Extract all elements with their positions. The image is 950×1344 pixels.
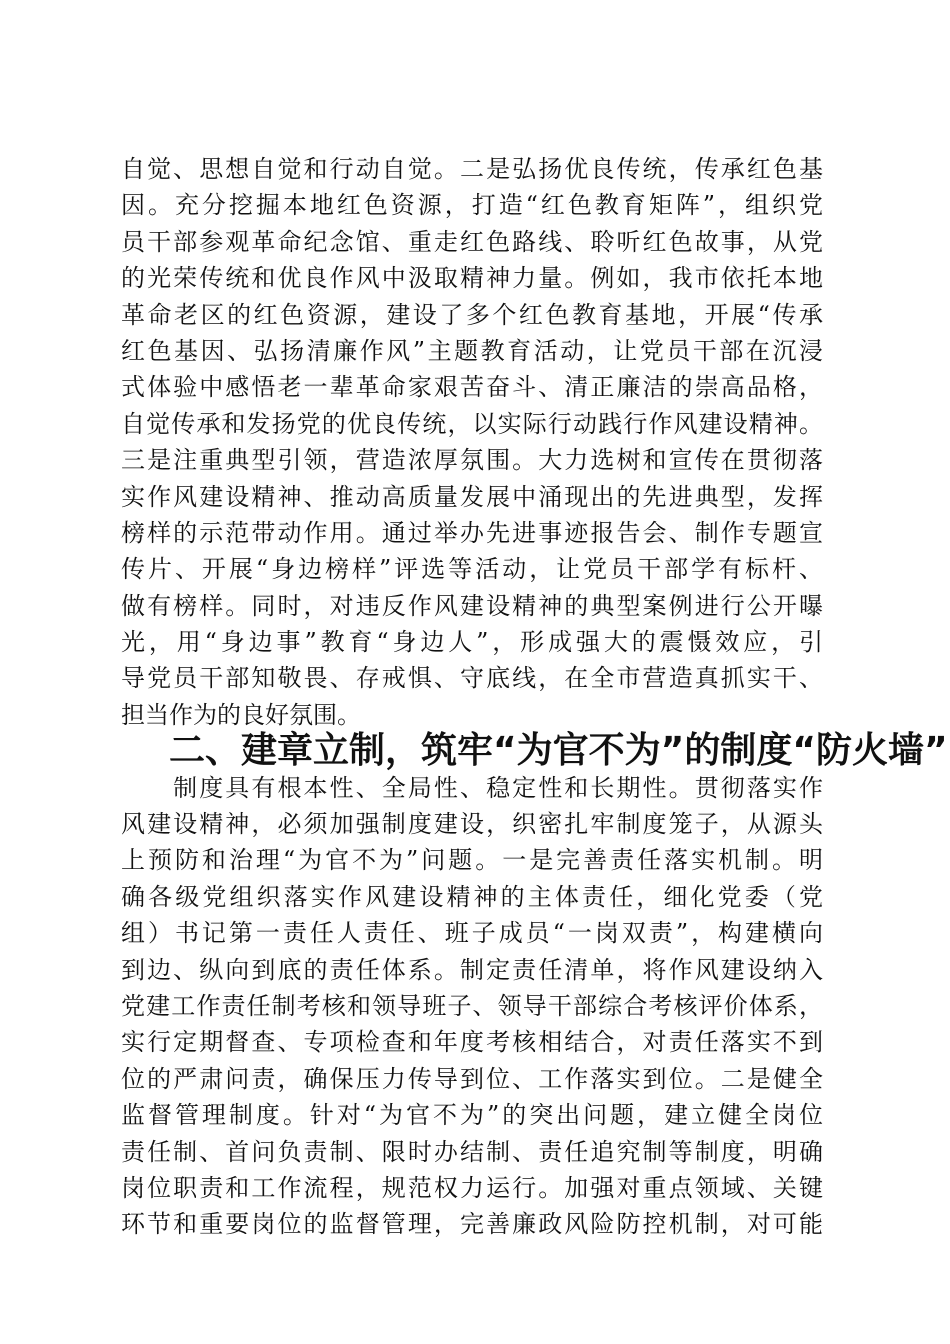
- text-line: 因。充分挖掘本地红色资源，打造“红色教育矩阵”，组织党: [121, 191, 823, 220]
- section-heading: 二、建章立制，筑牢“为官不为”的制度“防火墙”: [169, 730, 948, 772]
- text-line: 监督管理制度。针对“为官不为”的突出问题，建立健全岗位: [121, 1101, 823, 1130]
- text-line: 环节和重要岗位的监督管理，完善廉政风险防控机制，对可能: [121, 1210, 823, 1239]
- text-line: 实作风建设精神、推动高质量发展中涌现出的先进典型，发挥: [121, 482, 823, 511]
- text-line: 制度具有根本性、全局性、稳定性和长期性。贯彻落实作: [121, 773, 823, 802]
- text-line: 实行定期督查、专项检查和年度考核相结合，对责任落实不到: [121, 1028, 823, 1057]
- document-body: [121, 151, 948, 1243]
- text-line: 自觉、思想自觉和行动自觉。二是弘扬优良传统，传承红色基: [121, 155, 823, 183]
- text-line: 位的严肃问责，确保压力传导到位、工作落实到位。二是健全: [121, 1064, 823, 1093]
- text-line: 自觉传承和发扬党的优良传统，以实际行动践行作风建设精神。: [121, 409, 823, 438]
- text-line: 的光荣传统和优良作风中汲取精神力量。例如，我市依托本地: [121, 264, 823, 293]
- text-line: 革命老区的红色资源，建设了多个红色教育基地，开展“传承: [121, 300, 823, 329]
- text-line: 导党员干部知敬畏、存戒惧、守底线，在全市营造真抓实干、: [121, 664, 823, 693]
- text-line: 风建设精神，必须加强制度建设，织密扎牢制度笼子，从源头: [121, 810, 823, 839]
- text-line: 光，用“身边事”教育“身边人”，形成强大的震慑效应，引: [121, 628, 823, 657]
- text-line: 榜样的示范带动作用。通过举办先进事迹报告会、制作专题宣: [121, 518, 823, 547]
- text-line: 传片、开展“身边榜样”评选等活动，让党员干部学有标杆、: [121, 555, 823, 584]
- text-line: 红色基因、弘扬清廉作风”主题教育活动，让党员干部在沉浸: [121, 336, 823, 365]
- paragraph-1: [121, 151, 823, 733]
- text-line: 上预防和治理“为官不为”问题。一是完善责任落实机制。明: [121, 846, 823, 875]
- text-line: 确各级党组织落实作风建设精神的主体责任，细化党委（党: [121, 882, 823, 911]
- text-line: 员干部参观革命纪念馆、重走红色路线、聆听红色故事，从党: [121, 227, 823, 256]
- paragraph-2: [121, 770, 823, 1243]
- text-line: 到边、纵向到底的责任体系。制定责任清单，将作风建设纳入: [121, 955, 823, 984]
- text-line: 责任制、首问负责制、限时办结制、责任追究制等制度，明确: [121, 1137, 823, 1166]
- text-line: 担当作为的良好氛围。: [121, 700, 361, 729]
- text-line: 岗位职责和工作流程，规范权力运行。加强对重点领域、关键: [121, 1173, 823, 1202]
- text-line: 组）书记第一责任人责任、班子成员“一岗双责”，构建横向: [121, 919, 823, 948]
- text-line: 党建工作责任制考核和领导班子、领导干部综合考核评价体系，: [121, 991, 823, 1020]
- text-line: 式体验中感悟老一辈革命家艰苦奋斗、清正廉洁的崇高品格，: [121, 373, 823, 402]
- text-line: 做有榜样。同时，对违反作风建设精神的典型案例进行公开曝: [121, 591, 823, 620]
- text-line: 三是注重典型引领，营造浓厚氛围。大力选树和宣传在贯彻落: [121, 446, 823, 475]
